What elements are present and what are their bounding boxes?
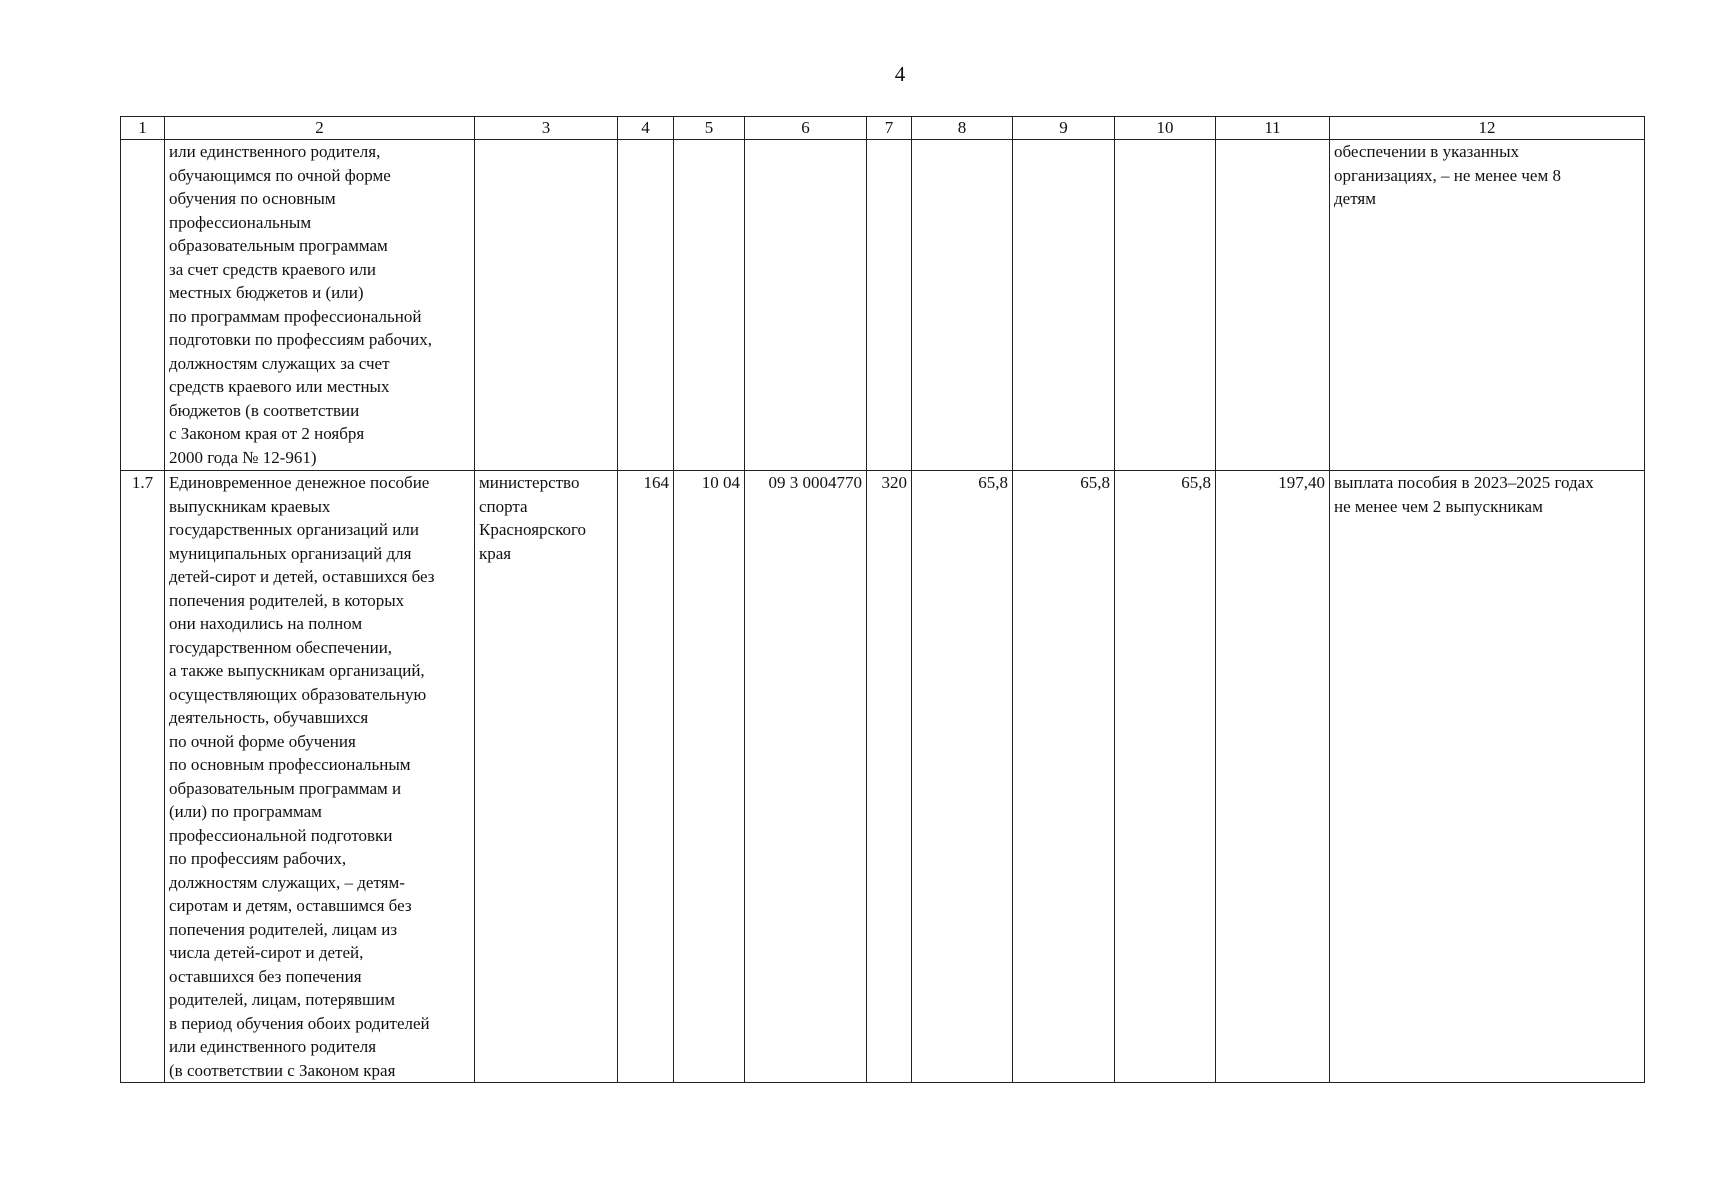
budget-table — [120, 116, 1645, 1083]
rzpr-code-cell — [674, 140, 745, 471]
expected-result-cell: выплата пособия в 2023–2025 годах не менее чем 2 выпускникам — [1330, 471, 1645, 1083]
amount-cell — [1013, 140, 1115, 471]
description-cell: Единовременное денежное пособие выпускникам краевых государственных организаций или муниципальных организаций для детей-сирот и детей, оставшихся без попечения родителей, в которых они находились на полном государственном обеспечении, а также выпускникам организаций, осуществляющих образовательную деятельность, обучавшихся по очной форме обучения по основным профессиональным образовательным программам и (или) по программам профессиональной подготовки по профессиям рабочих, должностям служащих, – детям- сиротам и детям, оставшимся без попечения родителей, лицам из числа детей-сирот и детей, оставшихся без попечения родителей, лицам, потерявшим в период обучения обоих родителей или единственного родителя (в соответствии с Законом края — [165, 471, 475, 1083]
total-cell — [1216, 140, 1330, 471]
description-cell: или единственного родителя, обучающимся по очной форме обучения по основным профессиональным образовательным программам за счет средств краевого или местных бюджетов и (или) по программам профессиональной подготовки по профессиям рабочих, должностям служащих за счет средств краевого или местных бюджетов (в соответствии с Законом края от 2 ноября 2000 года № 12-961) — [165, 140, 475, 471]
grbs-code-cell: 164 — [618, 471, 674, 1083]
vr-code-cell — [867, 140, 912, 471]
column-number: 7 — [867, 117, 912, 140]
amount-cell: 65,8 — [912, 471, 1013, 1083]
csr-code-cell — [745, 140, 867, 471]
page-number: 4 — [894, 62, 906, 86]
column-number: 2 — [165, 117, 475, 140]
amount-cell: 65,8 — [1013, 471, 1115, 1083]
vr-code-cell: 320 — [867, 471, 912, 1083]
column-number: 6 — [745, 117, 867, 140]
grbs-code-cell — [618, 140, 674, 471]
amount-cell — [1115, 140, 1216, 471]
column-number: 9 — [1013, 117, 1115, 140]
column-number: 3 — [475, 117, 618, 140]
total-cell: 197,40 — [1216, 471, 1330, 1083]
table-row — [121, 140, 1645, 471]
column-number: 11 — [1216, 117, 1330, 140]
table-row — [121, 471, 1645, 1083]
column-number: 8 — [912, 117, 1013, 140]
csr-code-cell: 09 3 0004770 — [745, 471, 867, 1083]
column-number: 5 — [674, 117, 745, 140]
administrator-cell: министерство спорта Красноярского края — [475, 471, 618, 1083]
row-number-cell: 1.7 — [121, 471, 165, 1083]
column-number-row — [121, 117, 1645, 140]
administrator-cell — [475, 140, 618, 471]
expected-result-cell: обеспечении в указанных организациях, – не менее чем 8 детям — [1330, 140, 1645, 471]
column-number: 10 — [1115, 117, 1216, 140]
amount-cell — [912, 140, 1013, 471]
column-number: 12 — [1330, 117, 1645, 140]
amount-cell: 65,8 — [1115, 471, 1216, 1083]
column-number: 1 — [121, 117, 165, 140]
rzpr-code-cell: 10 04 — [674, 471, 745, 1083]
column-number: 4 — [618, 117, 674, 140]
row-number-cell — [121, 140, 165, 471]
